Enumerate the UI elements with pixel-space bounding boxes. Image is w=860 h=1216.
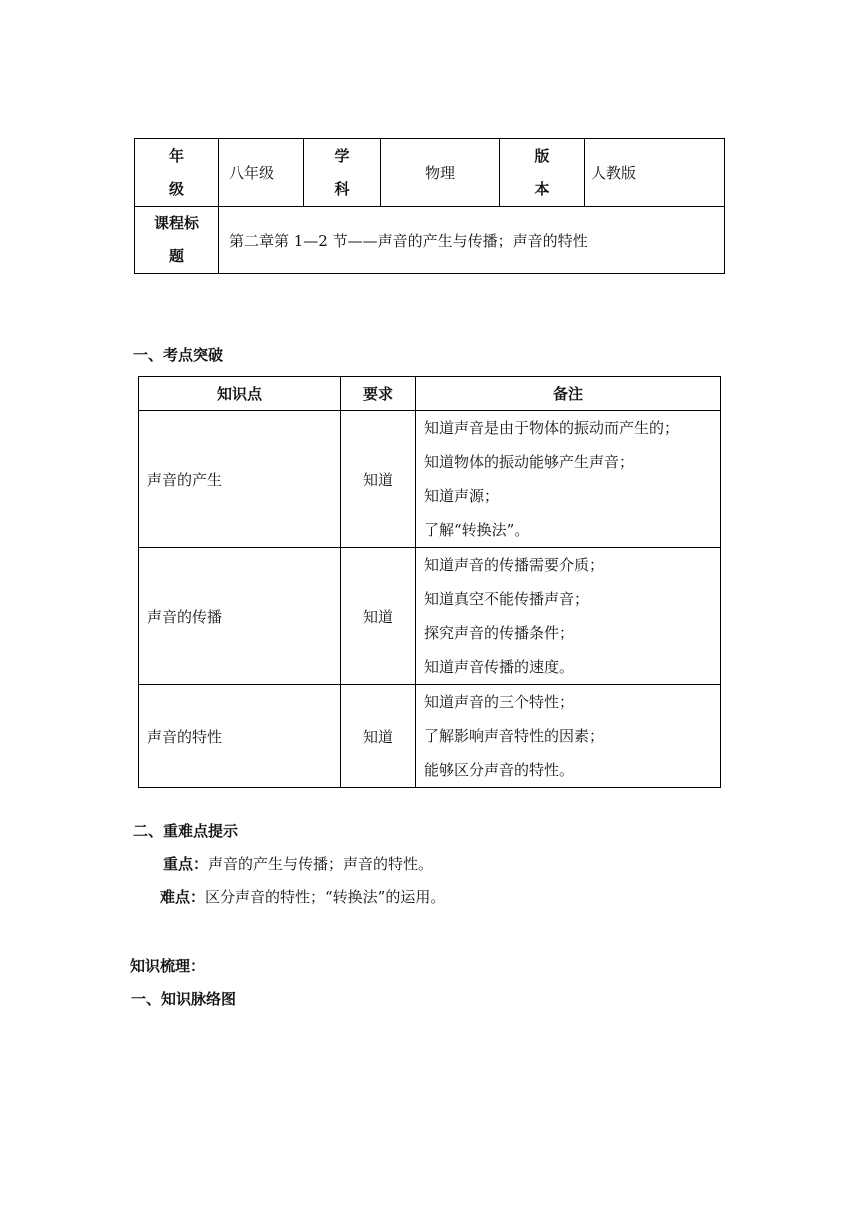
table-row [139,411,721,548]
title-label-line1: 课程标 [153,214,199,232]
edition-label-cell [500,139,585,207]
header-notes: 备注 [416,377,721,411]
req-cell [341,548,416,685]
note-line: 知道声音传播的速度。 [424,658,575,676]
notes-cell [416,548,721,685]
grade-label-line1: 年 [168,146,184,165]
subject-label-line1: 学 [334,146,350,165]
point-cell [139,548,341,685]
knowledge-heading: 知识梳理： [130,957,206,975]
difficult-point-line [160,886,445,907]
req-cell [341,685,416,788]
note-line: 知道声音是由于物体的振动而产生的； [424,419,680,437]
header-req: 要求 [341,377,416,411]
req-cell [341,411,416,548]
difficult-point-label: 难点： [160,888,206,906]
grade-value: 八年级 [229,164,275,182]
knowledge-points-table [138,376,721,788]
note-line: 了解“转换法”。 [424,521,530,539]
section1-heading: 一、考点突破 [133,346,224,364]
knowledge-map-heading: 一、知识脉络图 [131,990,237,1008]
requirement: 知道 [362,607,393,626]
note-line: 知道真空不能传播声音； [424,590,590,608]
note-line: 知道声音的传播需要介质； [424,556,605,574]
subject-label-cell [304,139,381,207]
notes-cell [416,411,721,548]
point-cell [139,685,341,788]
edition-label-line1: 版 [534,146,550,165]
title-value-cell [219,207,725,274]
notes-cell [416,685,721,788]
note-line: 了解影响声音特性的因素； [424,727,605,745]
key-point-text: 声音的产生与传播；声音的特性。 [208,855,434,873]
point-name: 声音的产生 [147,470,223,489]
difficult-point-text: 区分声音的特性；“转换法”的运用。 [205,888,446,906]
header-point: 知识点 [139,377,341,411]
title-label-line2: 题 [168,247,184,265]
note-line: 探究声音的传播条件； [424,624,575,642]
note-line: 知道物体的振动能够产生声音； [424,453,635,471]
section2-heading: 二、重难点提示 [133,822,239,840]
note-line: 能够区分声音的特性。 [424,761,575,779]
requirement: 知道 [362,727,393,746]
note-line: 知道声源； [424,487,500,505]
course-title: 第二章第 1—2 节——声音的产生与传播；声音的特性 [229,231,588,250]
table-row [139,685,721,788]
title-label-cell [135,207,219,274]
point-name: 声音的传播 [147,607,223,626]
course-info-table [134,138,725,274]
grade-label-cell [135,139,219,207]
edition-label-line2: 本 [534,179,550,198]
edition-value: 人教版 [591,164,637,182]
grade-value-cell [219,139,304,207]
key-point-line [163,853,433,874]
table-row [139,548,721,685]
subject-value: 物理 [424,164,455,182]
note-line: 知道声音的三个特性； [424,693,575,711]
point-name: 声音的特性 [147,727,223,746]
subject-label-line2: 科 [334,179,350,198]
grade-label-line2: 级 [168,179,184,198]
key-point-label: 重点： [163,855,209,873]
point-cell [139,411,341,548]
subject-value-cell [381,139,500,207]
edition-value-cell [585,139,725,207]
requirement: 知道 [362,470,393,489]
